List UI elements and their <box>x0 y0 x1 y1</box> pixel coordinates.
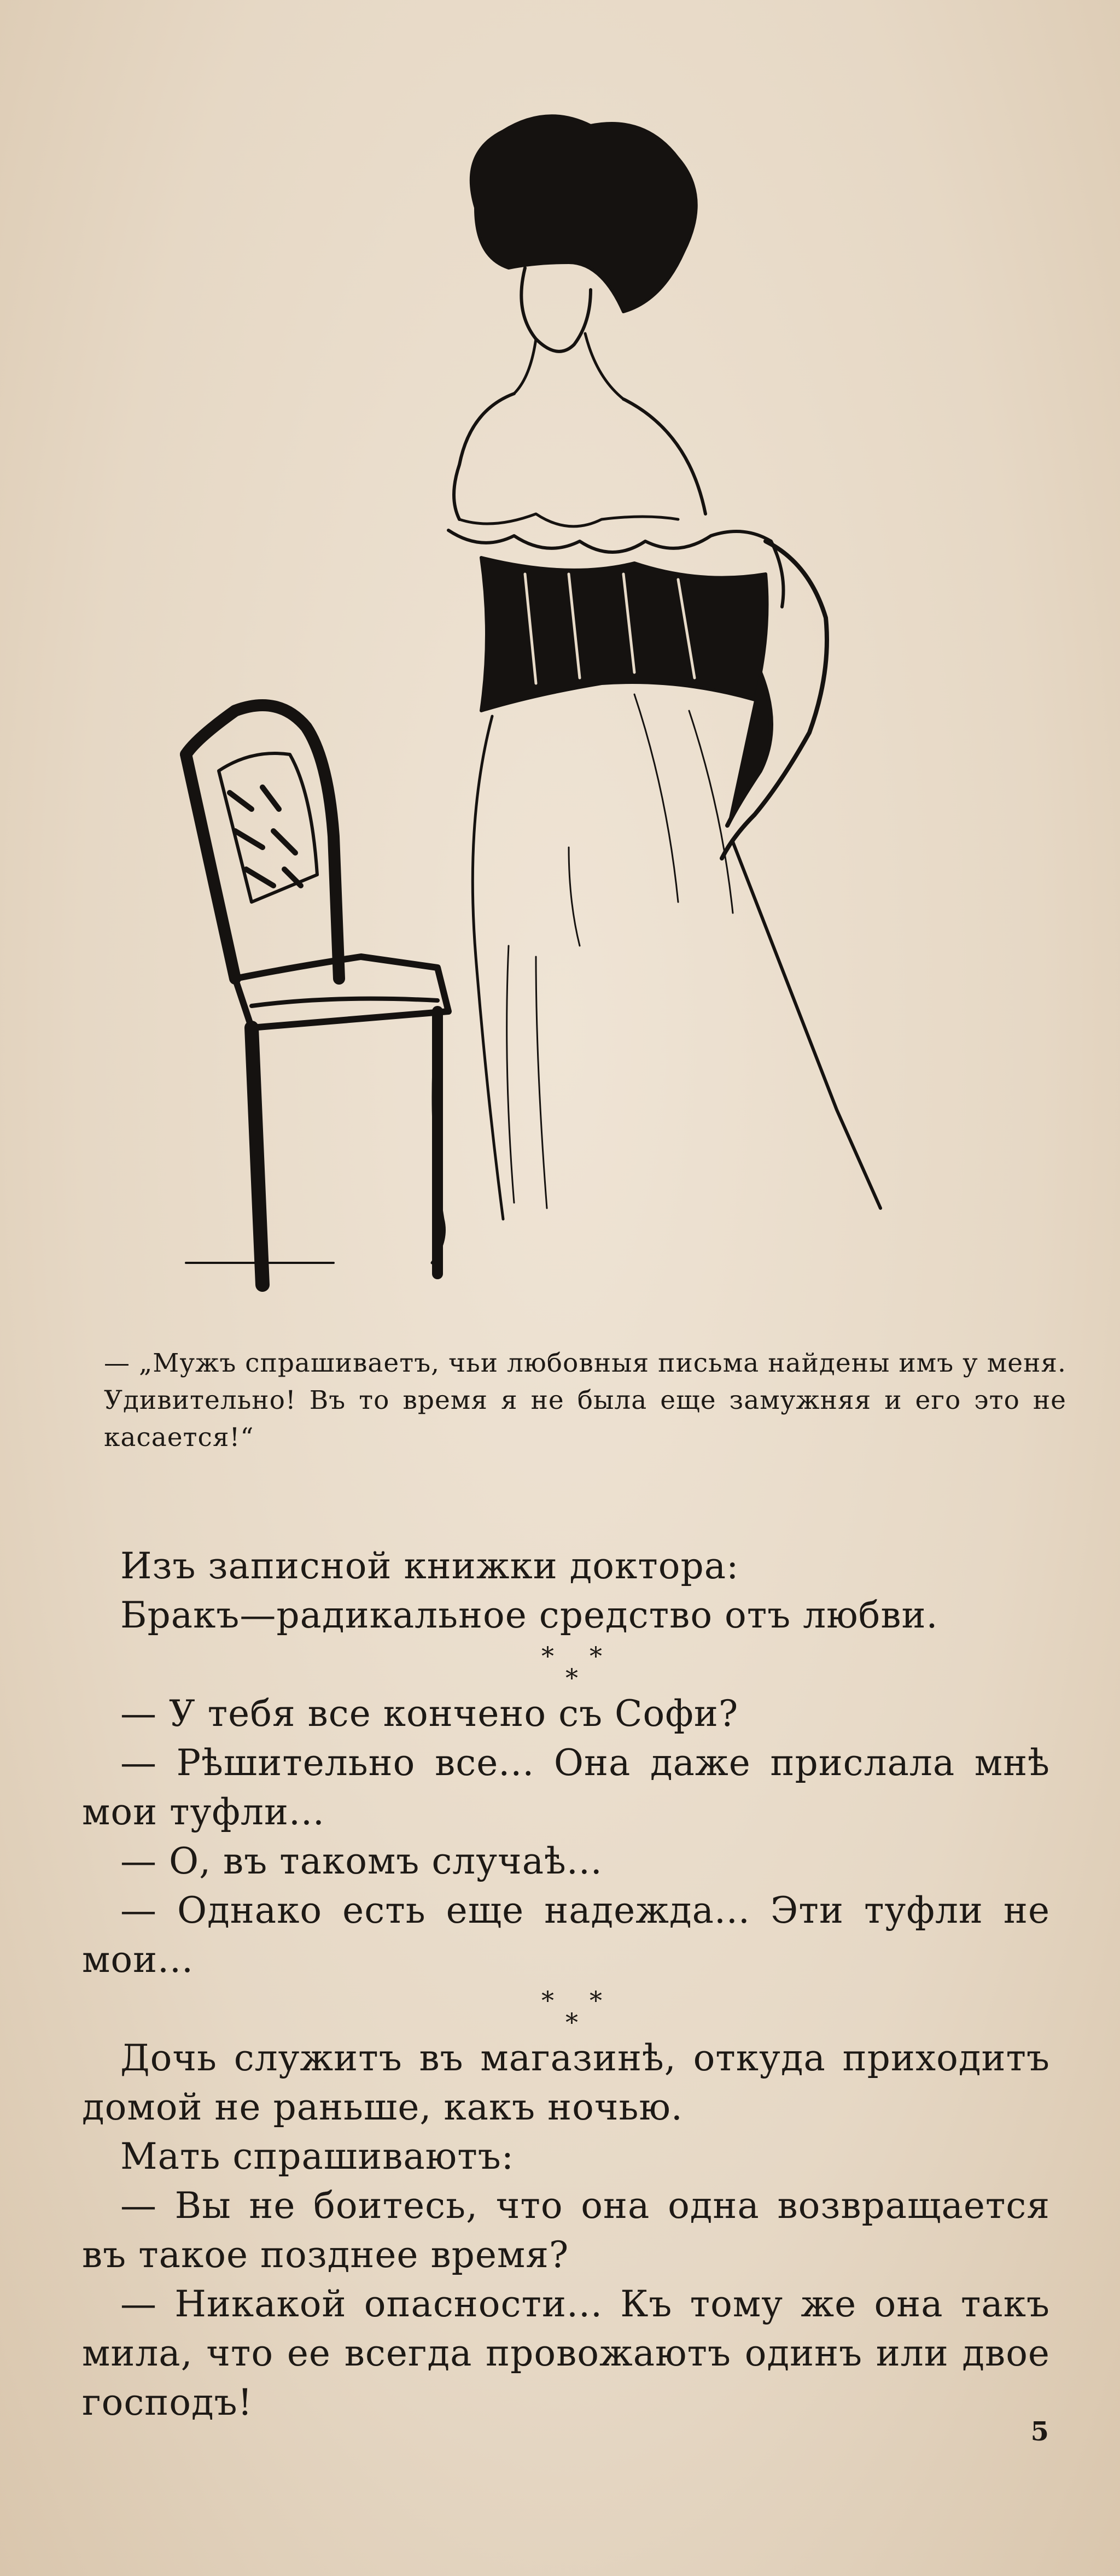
page-number: 5 <box>1030 2416 1049 2447</box>
paragraph: — О, въ такомъ случаѣ... <box>120 1840 603 1882</box>
caption-text: — „Мужъ спрашиваетъ, чьи любовныя письма найдены имъ у меня. Удивительно! Въ то время я не была еще замужняя и его это не касается!“ <box>104 1348 1066 1453</box>
paragraph: Дочь служитъ въ магазинѣ, откуда приходитъ домой не раньше, какъ ночью. <box>82 2037 1050 2128</box>
paragraph: — Однако есть еще надежда... Эти туфли не мои... <box>82 1889 1050 1981</box>
paragraph: — У тебя все кончено съ Софи? <box>120 1693 739 1735</box>
asterism-divider: * * * <box>541 1641 603 1693</box>
paragraph: Мать спрашиваютъ: <box>120 2135 514 2177</box>
paragraph: — Никакой опасности... Къ тому же она такъ мила, что ее всегда провожаютъ одинъ или двое господъ! <box>82 2283 1050 2423</box>
illustration-woman-with-chair <box>153 82 984 1328</box>
text-block <box>82 1542 1050 2427</box>
asterism-divider: * * * <box>541 1986 603 2037</box>
paragraph: Бракъ—радикальное средство отъ любви. <box>120 1594 938 1636</box>
paragraph: — Рѣшительно все... Она даже прислала мнѣ мои туфли... <box>82 1742 1050 1833</box>
illustration-caption <box>104 1345 1066 1456</box>
paragraph: Изъ записной книжки доктора: <box>120 1545 739 1587</box>
paragraph: — Вы не боитесь, что она одна возвращается въ такое позднее время? <box>82 2185 1050 2276</box>
